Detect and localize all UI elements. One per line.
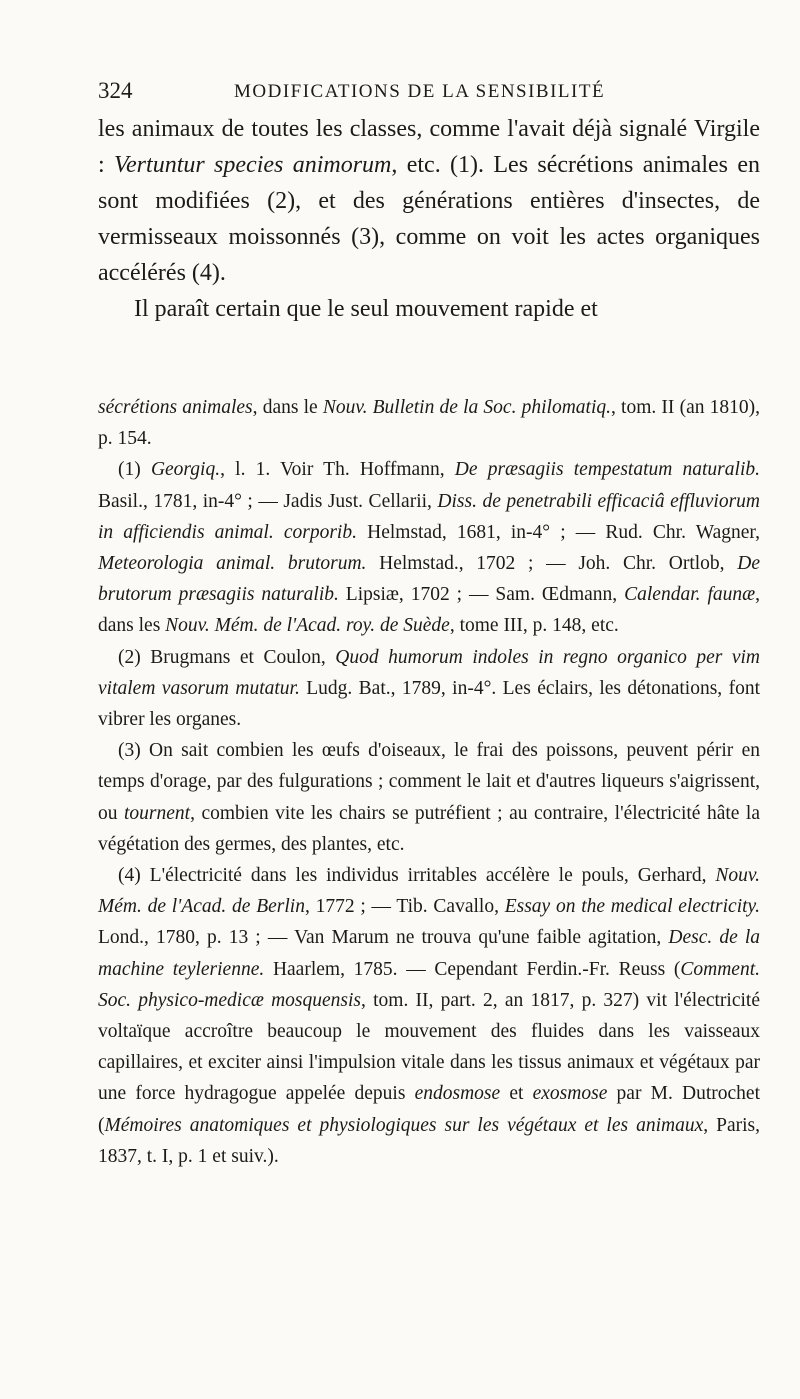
italic-text: tournent xyxy=(124,802,191,824)
text-run: , combien vite les chairs se putréfient ; au contraire, l'électricité hâte la végétation des germes, des plantes, etc. xyxy=(98,802,761,855)
footnote-continuation xyxy=(98,392,760,454)
footnote-4 xyxy=(98,860,760,1172)
text-run: et xyxy=(500,1083,533,1105)
italic-text: Essay on the medical electricity. xyxy=(504,896,761,918)
footnote-3 xyxy=(98,735,760,860)
text-run: , dans les xyxy=(98,584,760,637)
main-paragraph-1 xyxy=(98,111,760,291)
text-run: Basil., 1781, in-4° ; — Jadis Just. Cellarii, xyxy=(98,490,438,512)
text-run: , 1772 ; — Tib. Cavallo, xyxy=(304,896,505,918)
italic-text: exosmose xyxy=(532,1083,608,1105)
italic-text: Mémoires anatomiques et physiologiques sur les végétaux et les animaux xyxy=(104,1114,704,1136)
text-run: Lipsiæ, 1702 ; — Sam. Œdmann, xyxy=(338,584,625,606)
footnotes xyxy=(98,392,760,1172)
italic-text: Comment. Soc. physico-medicæ mosquensis xyxy=(98,958,760,1011)
italic-text: Nouv. Bulletin de la Soc. philomatiq. xyxy=(322,397,611,418)
text-run: , etc. (1). Les sécrétions animales en sont modifiées (2), et des générations entières d'insectes, de vermisseaux moissonnés (3), comme on voit les actes organiques accélérés (4). xyxy=(98,152,760,286)
text-run: Haarlem, 1785. — Cependant Ferdin.-Fr. Reuss ( xyxy=(264,958,681,980)
text-run: (4) L'électricité dans les individus irritables accélère le pouls, Gerhard, xyxy=(118,865,716,887)
main-paragraph-2 xyxy=(98,291,760,327)
text-run: Il paraît certain que le seul mouvement rapide et xyxy=(134,296,598,322)
main-text xyxy=(98,111,760,327)
text-run: (3) On sait combien les œufs d'oiseaux, le frai des poissons, peuvent périr en temps d'orage, par des fulgurations ; comment le lait et d'autres liqueurs s'aigrissent, ou xyxy=(98,740,760,824)
italic-text: sécrétions animales xyxy=(98,397,253,418)
running-header xyxy=(98,76,758,106)
text-run: , tome III, p. 148, etc. xyxy=(449,615,619,637)
text-run: , l. 1. Voir Th. Hoffmann, xyxy=(220,459,455,481)
running-title: MODIFICATIONS DE LA SENSIBILITÉ xyxy=(234,81,606,102)
text-run: Helmstad, 1681, in-4° ; — Rud. Chr. Wagner, xyxy=(356,521,760,543)
text-run: , tom. II, part. 2, an 1817, p. 327) vit l'électricité voltaïque accroître beaucoup le mouvement des fluides dans les vaisseaux capillaires, et exciter ainsi l'impulsion vitale dans les tissus animaux et végétaux par une force hydragogue appelée depuis xyxy=(98,989,760,1105)
italic-text: endosmose xyxy=(414,1083,501,1105)
text-run: les animaux de toutes les classes, comme l'avait déjà signalé Virgile : xyxy=(98,116,760,178)
italic-text: Nouv. Mém. de l'Acad. roy. de Suède xyxy=(165,615,450,637)
text-run: , tom. II (an 1810), p. 154. xyxy=(98,397,761,450)
text-run: Ludg. Bat., 1789, in-4°. Les éclairs, les détonations, font vibrer les organes. xyxy=(98,677,760,731)
page-number: 324 xyxy=(98,78,133,103)
text-run: , dans le xyxy=(252,397,323,418)
footnote-1 xyxy=(98,454,760,641)
italic-text: Diss. de penetrabili efficaciâ effluviorum in afficiendis animal. corporib. xyxy=(98,490,760,543)
text-run: Helmstad., 1702 ; — Joh. Chr. Ortlob, xyxy=(366,553,738,575)
text-run: par M. Dutrochet ( xyxy=(98,1083,760,1136)
italic-text: De brutorum præsagiis naturalib. xyxy=(98,553,760,606)
text-run: , Paris, 1837, t. I, p. 1 et suiv.). xyxy=(98,1114,760,1167)
text-run: (1) xyxy=(118,459,151,481)
italic-text: Calendar. faunæ xyxy=(624,584,756,606)
italic-text: Georgiq. xyxy=(150,459,221,481)
italic-text: Quod humorum indoles in regno organico per vim vitalem vasorum mutatur. xyxy=(98,646,760,699)
footnote-2 xyxy=(98,642,760,736)
italic-text: Desc. de la machine teylerienne. xyxy=(98,927,760,980)
italic-text: Vertuntur species animorum xyxy=(114,152,392,178)
italic-text: Meteorologia animal. brutorum. xyxy=(98,553,367,575)
text-run: (2) Brugmans et Coulon, xyxy=(118,646,336,668)
text-run: Lond., 1780, p. 13 ; — Van Marum ne trouva qu'une faible agitation, xyxy=(98,927,669,949)
italic-text: Nouv. Mém. de l'Acad. de Berlin xyxy=(98,865,760,918)
italic-text: De præsagiis tempestatum naturalib. xyxy=(454,459,760,481)
